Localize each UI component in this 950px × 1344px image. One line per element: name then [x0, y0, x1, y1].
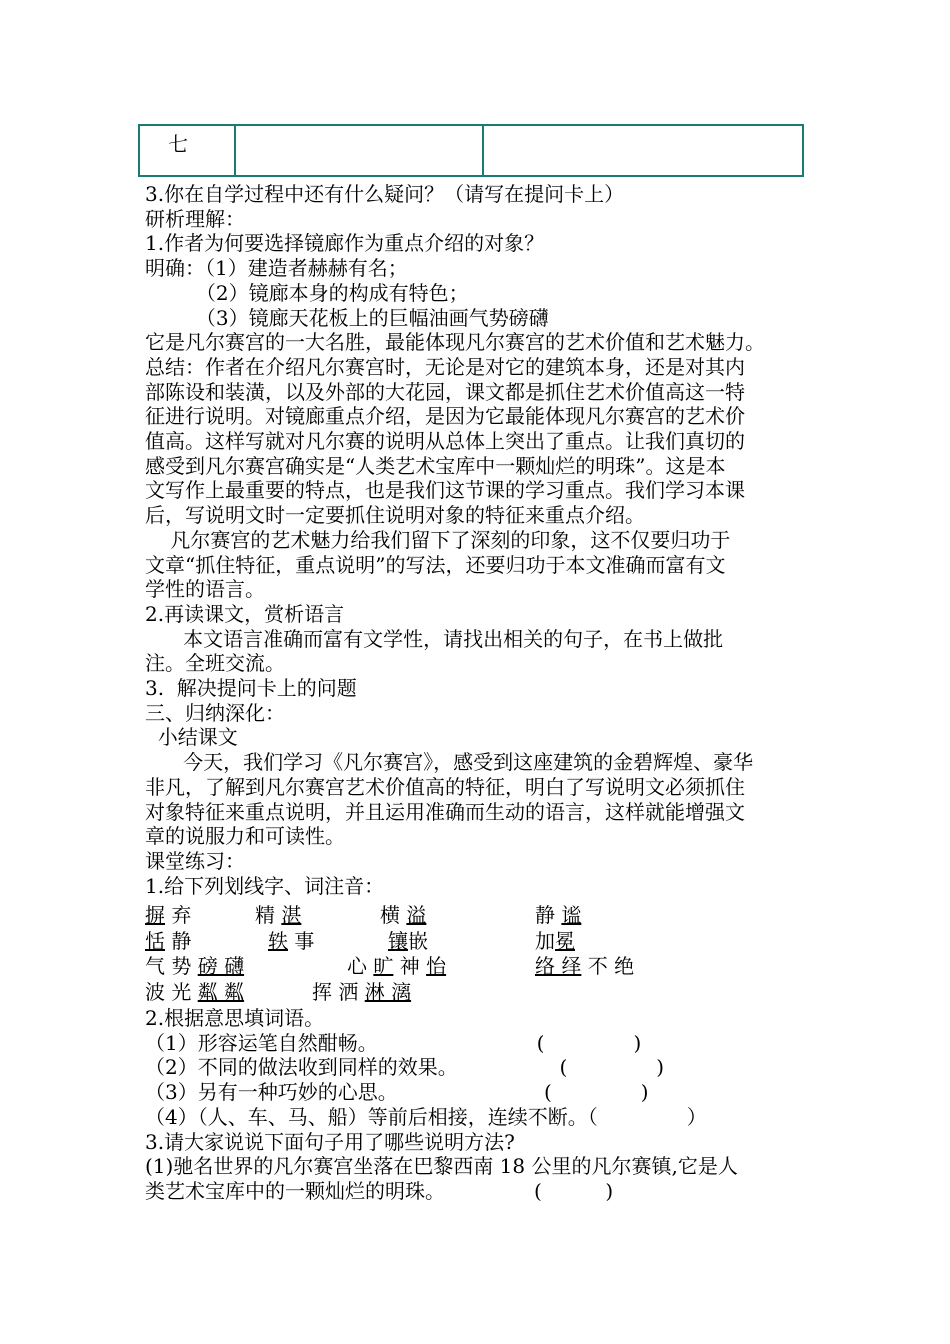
text-line: 它是凡尔赛宫的一大名胜，最能体现凡尔赛宫的艺术价值和艺术魅力。 [145, 330, 765, 355]
text-line: 3.请大家说说下面句子用了哪些说明方法? [145, 1129, 515, 1154]
text-line: 1.给下列划线字、词注音： [145, 873, 385, 898]
pinyin-item [535, 953, 634, 979]
underlined-char: 轶 [268, 929, 288, 953]
underlined-char: 摒 [145, 903, 165, 927]
pinyin-text: 嵌 [408, 929, 428, 953]
text-line: 小结课文 [145, 725, 238, 750]
text-line: 2.根据意思填词语。 [145, 1006, 325, 1030]
underlined-char: 恬 [145, 929, 165, 953]
pinyin-text: 气 势 [145, 954, 198, 978]
pinyin-text: 挥 洒 [312, 980, 365, 1004]
pinyin-item [535, 902, 581, 928]
pinyin-text: 神 [393, 954, 427, 978]
text-line: 研析理解： [145, 206, 245, 231]
underlined-char: 淋 漓 [364, 980, 412, 1004]
text-line: （1）形容运笔自然酣畅。 ( ) [145, 1030, 642, 1055]
underlined-char: 镶 [388, 929, 408, 953]
underlined-char: 粼 粼 [197, 980, 245, 1004]
text-line: 文章“抓住特征，重点说明”的写法，还要归功于本文准确而富有文 [145, 552, 726, 577]
text-line: 凡尔赛宫的艺术魅力给我们留下了深刻的印象，这不仅要归功于 [145, 527, 731, 552]
pinyin-item [255, 902, 301, 928]
text-line: （3）镜廊天花板上的巨幅油画气势磅礴 [145, 305, 549, 330]
text-line: 非凡，了解到凡尔赛宫艺术价值高的特征，明白了写说明文必须抓住 [145, 774, 745, 799]
pinyin-item [145, 953, 244, 979]
text-line: 章的说服力和可读性。 [145, 824, 345, 849]
pinyin-text: 精 [255, 903, 282, 927]
pinyin-item [388, 928, 428, 954]
text-line: 三、归纳深化： [145, 700, 285, 725]
text-line: 学性的语言。 [145, 577, 265, 602]
text-line: 类艺术宝库中的一颗灿烂的明珠。 ( ) [145, 1178, 614, 1203]
text-line: 3.你在自学过程中还有什么疑问？（请写在提问卡上） [145, 182, 625, 206]
underlined-char: 旷 [373, 954, 394, 978]
pinyin-text: 横 [380, 903, 407, 927]
text-line: 本文语言准确而富有文学性，请找出相关的句子，在书上做批 [145, 626, 724, 651]
pinyin-item [535, 928, 575, 954]
text-line: 总结：作者在介绍凡尔赛宫时，无论是对它的建筑本身，还是对其内 [145, 354, 745, 379]
pinyin-item [380, 902, 426, 928]
text-line: 2.再读课文，赏析语言 [145, 601, 345, 626]
text-line: (1)驰名世界的凡尔赛宫坐落在巴黎西南 18 公里的凡尔赛镇,它是人 [145, 1154, 738, 1179]
table-cell [484, 126, 802, 175]
pinyin-text: 不 绝 [581, 954, 635, 978]
text-line: （2）不同的做法收到同样的效果。 ( ) [145, 1055, 665, 1080]
table-cell [140, 126, 236, 175]
pinyin-text: 加 [535, 929, 555, 953]
pinyin-item [268, 928, 314, 954]
table-row-label: 七 [168, 132, 188, 156]
text-line: 1.作者为何要选择镜廊作为重点介绍的对象？ [145, 231, 545, 256]
text-line: （3）另有一种巧妙的心思。 ( ) [145, 1080, 649, 1105]
pinyin-text: 弃 [165, 903, 192, 927]
underlined-char: 溢 [406, 903, 427, 927]
text-line: （4）（人、车、马、船）等前后相接，连续不断。（ ） [145, 1104, 707, 1129]
text-line: 感受到凡尔赛宫确实是“人类艺术宝库中一颗灿烂的明珠”。这是本 [145, 453, 726, 478]
pinyin-item [145, 928, 191, 954]
underlined-char: 怡 [426, 954, 447, 978]
underlined-char: 湛 [281, 903, 302, 927]
text-line: 对象特征来重点说明，并且运用准确而生动的语言，这样就能增强文 [145, 799, 745, 824]
table [138, 124, 804, 177]
underlined-char: 谧 [561, 903, 582, 927]
pinyin-text: 心 [347, 954, 374, 978]
underlined-char: 冕 [555, 929, 575, 953]
table-cell [236, 126, 484, 175]
pinyin-item [145, 902, 191, 928]
text-line: （2）镜廊本身的构成有特色； [145, 280, 469, 305]
text-line: 今天，我们学习《凡尔赛宫》，感受到这座建筑的金碧辉煌、豪华 [145, 750, 754, 775]
underlined-char: 磅 礴 [197, 954, 245, 978]
text-line: 3. 解决提问卡上的问题 [145, 676, 357, 700]
pinyin-item [312, 979, 411, 1005]
text-line: 注。全班交流。 [145, 651, 285, 676]
text-line: 征进行说明。对镜廊重点介绍，是因为它最能体现凡尔赛宫的艺术价 [145, 404, 745, 429]
text-line: 文写作上最重要的特点，也是我们这节课的学习重点。我们学习本课 [145, 478, 745, 503]
pinyin-item [145, 979, 244, 1005]
text-line: 部陈设和装潢，以及外部的大花园，课文都是抓住艺术价值高这一特 [145, 379, 745, 404]
pinyin-item [347, 953, 446, 979]
pinyin-text: 静 [165, 929, 192, 953]
pinyin-text: 波 光 [145, 980, 198, 1004]
text-line: 课堂练习： [145, 848, 245, 873]
text-line: 明确：（1）建造者赫赫有名； [145, 256, 408, 281]
text-line: 后，写说明文时一定要抓住说明对象的特征来重点介绍。 [145, 503, 645, 528]
text-line: 值高。这样写就对凡尔赛的说明从总体上突出了重点。让我们真切的 [145, 429, 745, 453]
pinyin-text: 静 [535, 903, 562, 927]
underlined-char: 络 绎 [535, 954, 582, 978]
pinyin-text: 事 [288, 929, 315, 953]
